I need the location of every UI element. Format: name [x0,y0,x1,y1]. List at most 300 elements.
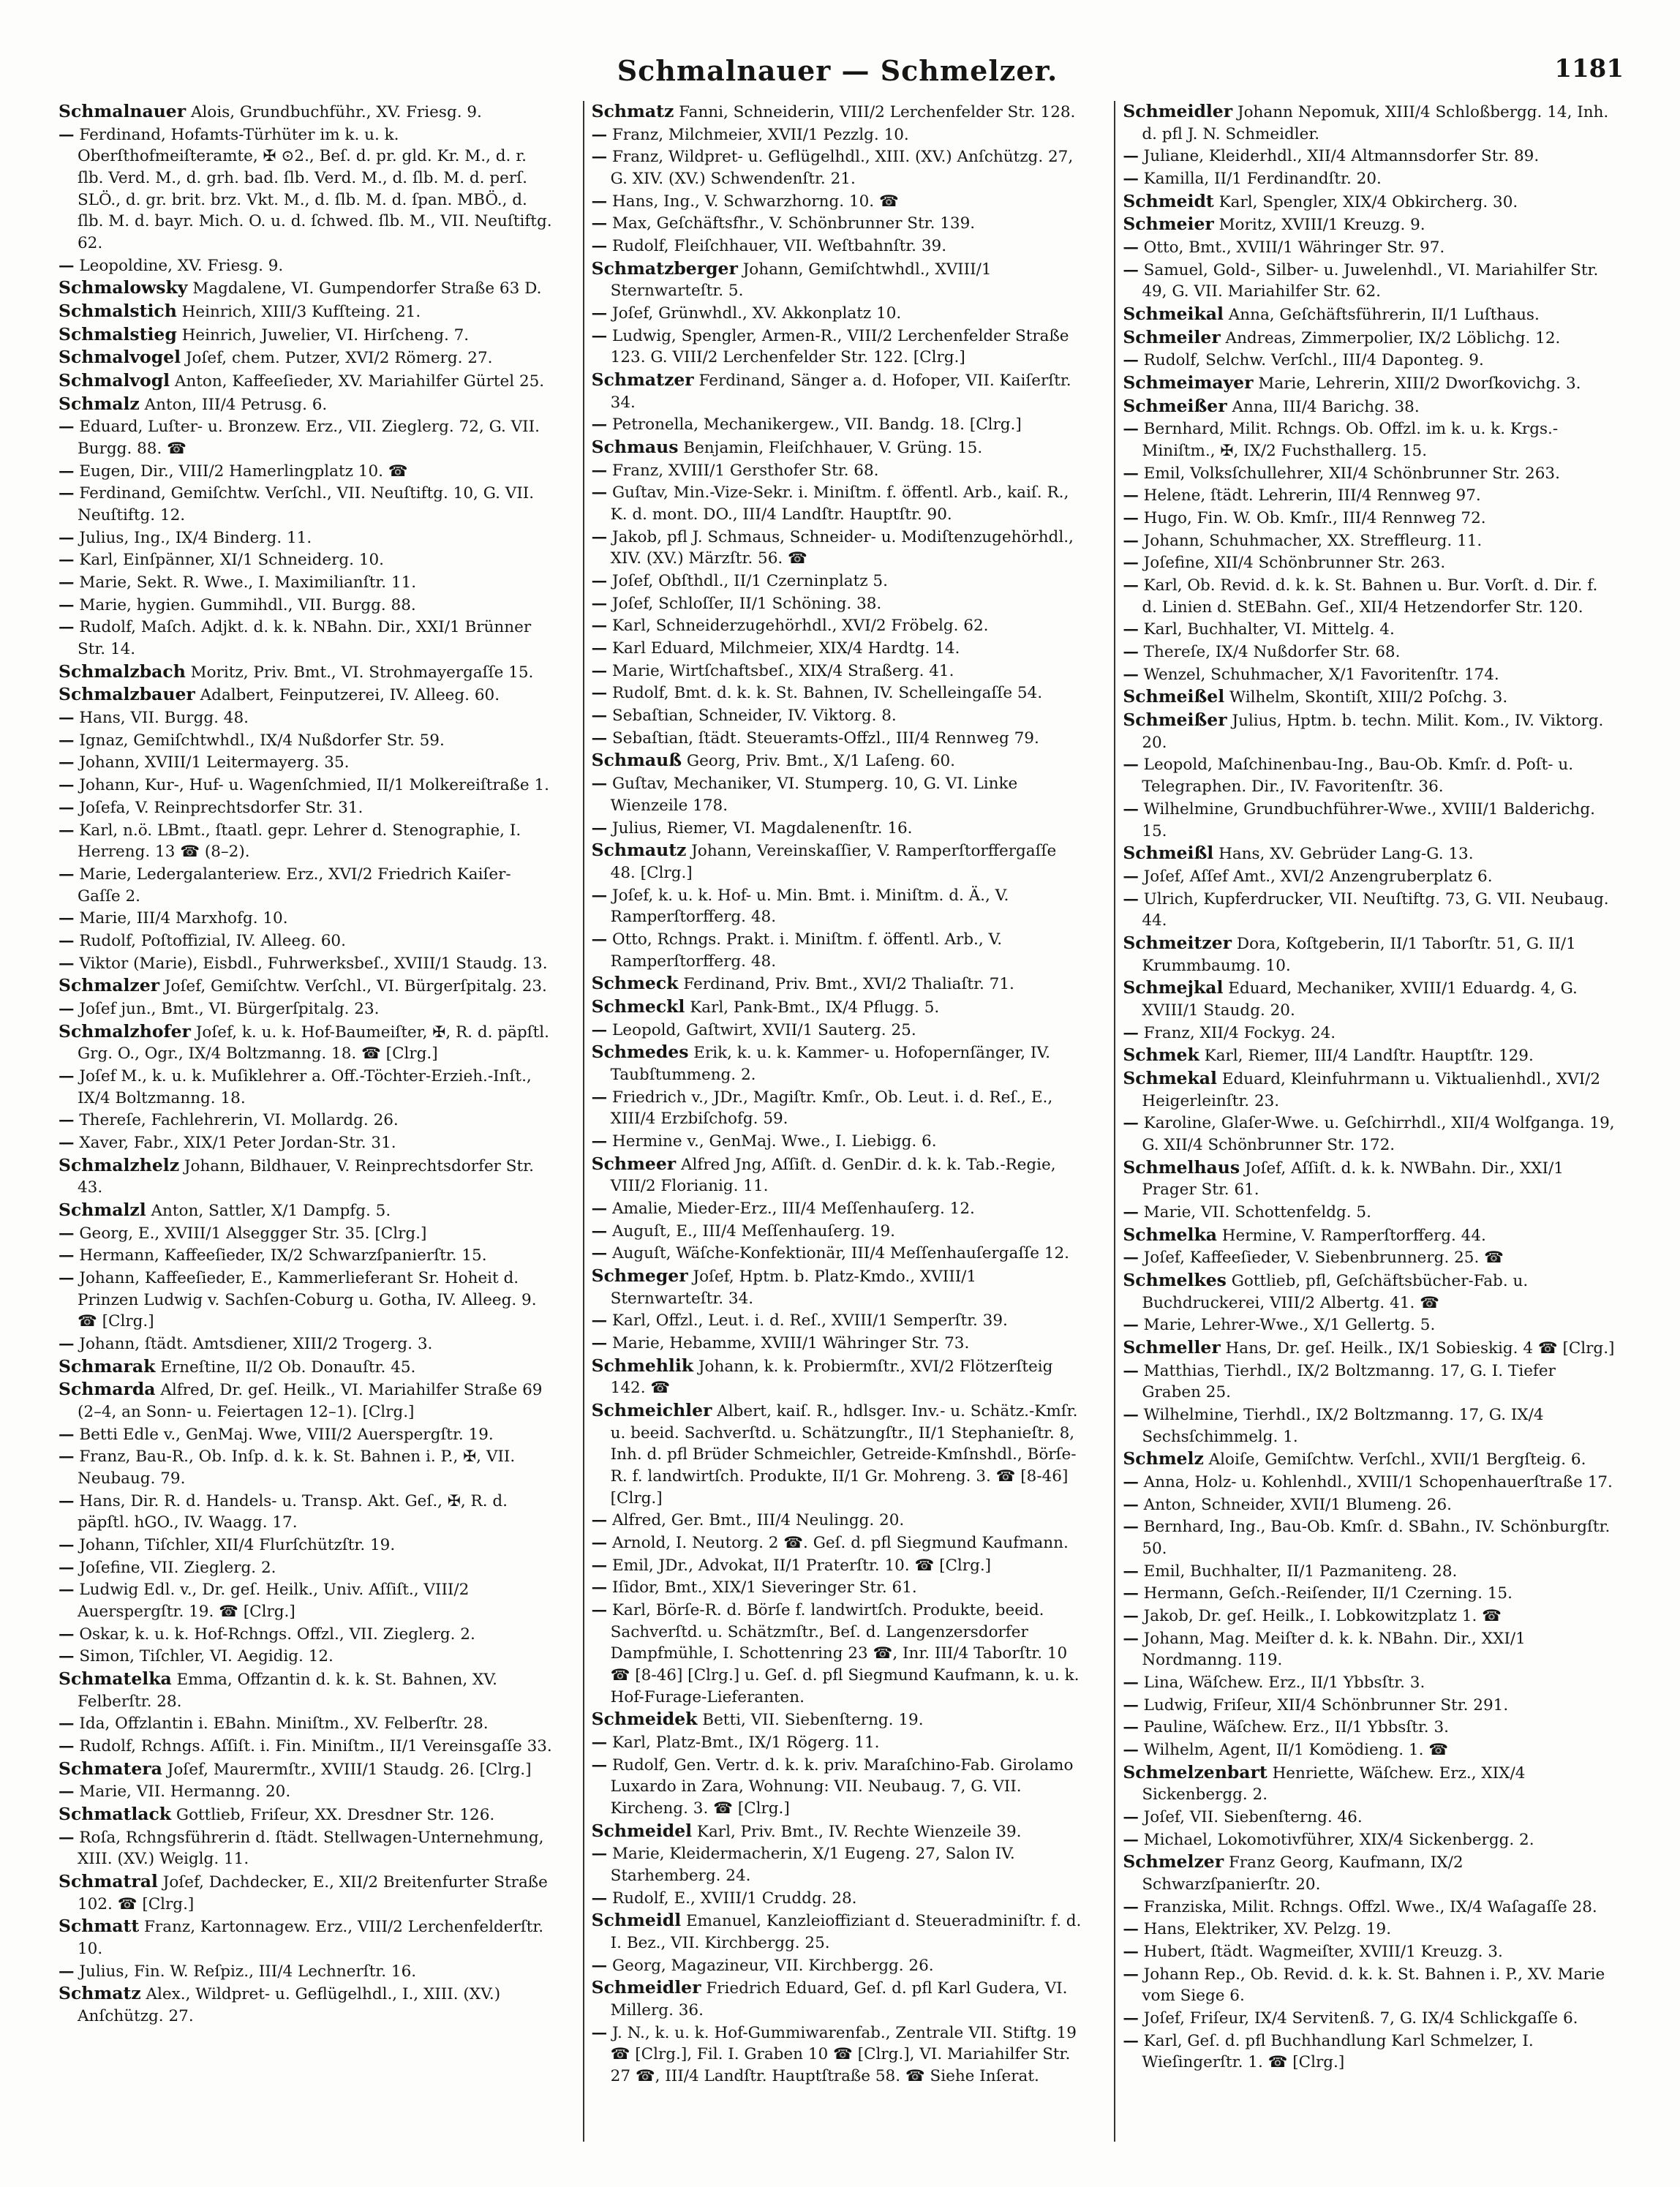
entry-dash: — [1123,576,1139,595]
directory-entry [59,1333,554,1355]
directory-entry [59,1804,554,1826]
directory-entry [592,1955,1085,1977]
directory-entry [59,394,554,416]
entry-dash: — [591,1755,608,1774]
entry-details: Joſef, Kaffeeſieder, V. Siebenbrunnerg. 25. ☎ [1143,1249,1504,1268]
entry-dash: — [591,930,608,949]
directory-entry [1123,799,1616,842]
entry-details: Karl, Ob. Revid. d. k. k. St. Bahnen u. Bur. Vorſt. d. Dir. f. d. Linien d. StEBahn. Geſ., XII/4 Hetzendorfer Str. 120. [1142,576,1598,617]
entry-details: Sebaſtian, Schneider, IV. Viktorg. 8. [612,707,897,726]
entry-details: Rudolf, Selchw. Verſchl., III/4 Daponteg. 9. [1143,351,1484,370]
entry-details: Eduard, Mechaniker, XVIII/1 Eduardg. 4, G. XVIII/1 Staudg. 20. [1142,979,1578,1020]
entry-surname: Schmeißl [1123,843,1214,864]
entry-dash: — [1123,1495,1139,1514]
entry-surname: Schmedes [591,1042,689,1063]
entry-details: Sebaſtian, ſtädt. Steueramts-Offzl., III/4 Rennweg 79. [612,729,1039,748]
entry-details: Johann, Vereinskaſſier, V. Ramperſtorffergaſſe 48. [Clrg.] [610,842,1057,882]
directory-entry [1123,1695,1616,1717]
entry-dash: — [59,1133,75,1152]
entry-details: Leopoldine, XV. Friesg. 9. [79,256,284,275]
directory-entry [592,1709,1085,1731]
directory-entry [592,460,1085,482]
entry-details: Rudolf, Bmt. d. k. k. St. Bahnen, IV. Schelleingaſſe 54. [612,684,1043,703]
directory-entry [1123,641,1616,663]
directory-entry [59,1624,554,1646]
entry-details: Karl Eduard, Milchmeier, XIX/4 Hardtg. 14. [612,639,960,658]
entry-surname: Schmeck [591,973,679,994]
entry-dash: — [59,618,75,637]
directory-entry [59,1356,554,1379]
directory-entry [592,1221,1085,1243]
entry-dash: — [59,1558,75,1577]
entry-surname: Schmeier [1123,214,1214,235]
directory-entry [592,1821,1085,1843]
directory-column-3 [1114,101,1624,2142]
entry-details: Ferdinand, Sänger a. d. Hofoper, VII. Kaiſerſtr. 34. [610,372,1071,412]
entry-details: Johann, k. k. Probiermſtr., XVI/2 Flötzerſteig 142. ☎ [610,1357,1053,1398]
directory-entry [59,930,554,952]
directory-entry [59,255,554,277]
directory-entry [59,1827,554,1870]
entry-details: Anna, Holz- u. Kohlenhdl., XVIII/1 Schopenhauerſtraße 17. [1143,1472,1613,1491]
entry-dash: — [59,551,75,570]
entry-details: Karl, Einſpänner, XI/1 Schneiderg. 10. [79,551,385,570]
entry-details: Franz, Kartonnagew. Erz., VIII/2 Lerchenfelderſtr. 10. [78,1918,544,1959]
directory-entry [59,730,554,752]
entry-dash: — [59,731,75,750]
entry-dash: — [59,1737,75,1756]
entry-details: Leopold, Gaſtwirt, XVII/1 Sauterg. 25. [612,1020,916,1039]
entry-details: Eduard, Luſter- u. Bronzew. Erz., VII. Zieglerg. 72, G. VII. Burgg. 88. ☎ [78,418,540,459]
directory-entry [1123,418,1616,462]
directory-entry [592,1198,1085,1220]
directory-entry [1123,754,1616,797]
directory-entry [592,2022,1085,2088]
directory-entry [59,483,554,526]
entry-details: Ludwig Edl. v., Dr. geſ. Heilk., Univ. Aſſiſt., VIII/2 Auerspergſtr. 19. ☎ [Clrg.] [78,1581,470,1622]
entry-details: Julius, Fin. W. Reſpiz., III/4 Lechnerſtr. 16. [79,1962,417,1981]
entry-dash: — [59,1066,75,1085]
directory-entry [59,1646,554,1668]
entry-surname: Schmeitzer [1123,932,1232,953]
directory-entry [592,728,1085,750]
entry-dash: — [59,1714,75,1734]
directory-entry [59,684,554,707]
directory-entry [592,213,1085,235]
directory-entry [592,1732,1085,1754]
directory-entry [592,1265,1085,1309]
entry-details: Roſa, Rchngsführerin d. ſtädt. Stellwagen-Unternehmung, XIII. (XV.) Weiglg. 11. [78,1828,544,1869]
entry-details: Henriette, Wäſchew. Erz., XIX/4 Sickenbergg. 2. [1142,1763,1526,1804]
entry-dash: — [591,1511,608,1530]
entry-details: Joſef, k. u. k. Hof- u. Min. Bmt. i. Miniſtm. d. Ä., V. Ramperſtorfferg. 48. [610,886,1009,927]
directory-entry [592,1400,1085,1509]
directory-column-2 [583,101,1093,2142]
entry-details: Emanuel, Kanzleioffiziant d. Steueradminiſtr. f. d. I. Bez., VII. Kirchbergg. 25. [610,1912,1082,1953]
entry-dash: — [59,798,75,817]
entry-dash: — [59,1268,75,1287]
directory-entry [1123,1516,1616,1559]
entry-surname: Schmaus [591,437,679,458]
directory-entry [592,973,1085,995]
directory-entry [1123,1314,1616,1336]
entry-details: Magdalene, VI. Gumpendorfer Straße 63 D. [192,279,542,298]
entry-details: Hermine v., GenMaj. Wwe., I. Liebigg. 6. [612,1132,937,1151]
directory-entry [59,1916,554,1960]
entry-dash: — [1123,1741,1139,1760]
directory-entry [1123,350,1616,372]
directory-entry [59,1110,554,1132]
directory-entry [592,885,1085,928]
entry-details: Betti Edle v., GenMaj. Wwe, VIII/2 Auerspergſtr. 19. [79,1425,494,1444]
entry-details: Michael, Lokomotivführer, XIX/4 Sickenbergg. 2. [1143,1830,1534,1849]
directory-entry [1123,485,1616,507]
directory-entry [592,1355,1085,1399]
entry-surname: Schmalzer [59,975,160,996]
entry-dash: — [1123,486,1139,505]
entry-dash: — [59,1962,75,1981]
directory-entry [1123,214,1616,236]
entry-details: Rudolf, E., XVIII/1 Cruddg. 28. [612,1889,857,1908]
entry-dash: — [591,415,608,434]
directory-entry [592,124,1085,146]
entry-details: Fanni, Schneiderin, VIII/2 Lerchenfelder Str. 128. [679,103,1076,121]
entry-dash: — [59,125,75,144]
directory-entry [59,572,554,594]
directory-entry [59,324,554,347]
entry-surname: Schmeiler [1123,326,1221,347]
entry-details: Rudolf, Poſtoffizial, IV. Alleeg. 60. [79,931,346,950]
entry-details: Marie, Sekt. R. Wwe., I. Maximilianſtr. 11. [79,573,417,592]
entry-details: Franz, XII/4 Fockyg. 24. [1143,1023,1336,1042]
entry-details: Hermann, Kaffeeſieder, IX/2 Schwarzſpanierſtr. 15. [79,1246,487,1265]
entry-dash: — [59,776,75,795]
entry-surname: Schmalnauer [59,101,187,121]
directory-entry [592,1243,1085,1265]
directory-entry [59,124,554,255]
entry-surname: Schmeller [1123,1336,1221,1358]
entry-surname: Schmeidler [591,1977,701,1998]
directory-entry [59,595,554,617]
directory-entry [1123,1044,1616,1067]
entry-surname: Schmelhaus [1123,1156,1240,1178]
directory-entry [1123,508,1616,530]
directory-entry [592,1755,1085,1820]
entry-details: Hans, XV. Gebrüder Lang-G. 13. [1218,845,1474,864]
entry-details: Joſef, Aſſiſt. d. k. k. NWBahn. Dir., XXI/1 Prager Str. 61. [1142,1159,1564,1200]
entry-surname: Schmek [1123,1044,1199,1066]
entry-details: Hans, Dr. geſ. Heilk., IX/1 Sobieskig. 4 ☎ [Clrg.] [1225,1339,1615,1358]
entry-details: Erneſtine, II/2 Ob. Donauſtr. 45. [160,1358,416,1377]
entry-surname: Schmalstich [59,301,177,322]
entry-details: Alois, Grundbuchführ., XV. Friesg. 9. [190,103,482,121]
entry-details: Georg, E., XVIII/1 Alseggger Str. 35. [Clrg.] [79,1224,427,1243]
entry-details: Julius, Ing., IX/4 Binderg. 11. [79,528,312,547]
entry-details: Joſef, k. u. k. Hof-Baumeiſter, ✠, R. d. päpſtl. Grg. O., Ogr., IX/4 Boltzmanng. 18. ☎ [Clrg.] [78,1023,549,1064]
entry-details: Moritz, XVIII/1 Kreuzg. 9. [1218,216,1425,235]
entry-details: Albert, kaiſ. R., hdlsger. Inv.- u. Schätz.-Kmſr. u. beeid. Sachverſtd. u. Schätzungſtr., II/1 Stephanieſtr. 8, Inh. d. pfl Brüder Schmeichler, Getreide-Kmſnshdl., Börſe-R. f. landwirtſch. Produkte, II/1 Gr. Mohreng. 3. ☎ [8-46] [Clrg.] [610,1401,1078,1507]
entry-dash: — [59,256,75,275]
entry-details: Joſefine, XII/4 Schönbrunner Str. 263. [1143,554,1446,573]
directory-entry [1123,1897,1616,1919]
directory-entry [1123,1224,1616,1247]
entry-details: Hans, Ing., V. Schwarzhorng. 10. ☎ [612,192,899,211]
directory-entry [59,1379,554,1423]
entry-surname: Schmeißer [1123,395,1227,416]
directory-entry [59,707,554,729]
entry-surname: Schmalvogl [59,370,170,391]
entry-dash: — [1123,756,1139,775]
directory-entry [592,1600,1085,1708]
directory-entry [1123,1561,1616,1583]
entry-details: Xaver, Fabr., XIX/1 Peter Jordan-Str. 31. [79,1133,396,1152]
entry-details: Johann, Mag. Meiſter d. k. k. NBahn. Dir., XXI/1 Nordmanng. 119. [1142,1629,1526,1670]
entry-details: Gottlieb, pfl, Geſchäftsbücher-Fab. u. Buchdruckerei, VIII/2 Albertg. 41. ☎ [1142,1271,1529,1312]
entry-dash: — [59,954,75,973]
directory-entry [1123,1941,1616,1963]
entry-dash: — [591,237,608,256]
entry-dash: — [591,818,608,837]
entry-details: Ferdinand, Gemiſchtw. Verſchl., VII. Neuſtiftg. 10, G. VII. Neuſtiftg. 12. [78,484,535,525]
entry-surname: Schmalzbach [59,660,186,682]
entry-details: Ulrich, Kupferdrucker, VII. Neuſtiftg. 73, G. VII. Neubaug. 44. [1142,889,1609,930]
directory-entry [1123,575,1616,618]
entry-details: Iſidor, Bmt., XIX/1 Sieveringer Str. 61. [612,1578,917,1597]
entry-details: Alfred Jng, Aſſiſt. d. GenDir. d. k. k. Tab.-Regie, VIII/2 Florianig. 11. [610,1155,1056,1196]
directory-entry [59,1021,554,1065]
entry-details: Heinrich, Juwelier, VI. Hirſcheng. 7. [181,325,470,345]
directory-entry [592,1843,1085,1886]
entry-details: Ferdinand, Hofamts-Türhüter im k. u. k. Oberſthofmeiſteramte, ✠ ⊙2., Beſ. d. pr. gld. Kr. M., d. r. ſlb. Verd. M., d. grh. bad. ſlb. Verd. M., d. ſlb. M. d. perſ. SLÖ., d. gr. brit. brz. Vkt. M., d. ſlb. M. d. ſpan. MBÖ., d. ſlb. M. d. bayr. Mich. O. u. d. ſchwed. ſlb. M., VII. Neuſtiftg. 62. [78,125,552,253]
entry-dash: — [1123,351,1139,370]
directory-entry [592,1333,1085,1355]
entry-details: Karl, Schneiderzugehörhdl., XVI/2 Fröbelg. 62. [612,617,989,636]
entry-dash: — [1123,1607,1139,1626]
entry-details: Benjamin, Fleiſchhauer, V. Grüng. 15. [683,439,983,458]
entry-details: Hans, VII. Burgg. 48. [79,709,249,728]
directory-entry [592,571,1085,592]
directory-entry [59,1132,554,1154]
directory-entry [1123,1628,1616,1671]
directory-entry [592,146,1085,189]
entry-details: Erik, k. u. k. Kammer- u. Hofopernſänger, IV. Taubſtummeng. 2. [610,1044,1051,1084]
entry-dash: — [591,707,608,726]
entry-dash: — [59,418,75,437]
entry-surname: Schmeidl [591,1910,682,1931]
directory-entry [1123,1851,1616,1895]
entry-dash: — [591,1244,608,1263]
directory-entry [59,617,554,660]
directory-entry [1123,1762,1616,1806]
entry-dash: — [591,729,608,748]
directory-entry [59,1961,554,1983]
entry-dash: — [591,775,608,794]
entry-dash: — [1123,1361,1139,1380]
directory-entry [1123,1672,1616,1694]
entry-surname: Schmalz [59,393,140,414]
directory-entry [592,1020,1085,1042]
entry-dash: — [59,1625,75,1644]
entry-details: Karl, Börſe-R. d. Börſe f. landwirtſch. Produkte, beeid. Sachverſtd. u. Schätzmſtr., Beſ. d. Langenzersdorfer Dampfmühle, I. Schottenring 23 ☎, Inr. III/4 Taborſtr. 10 ☎ [8-46] [Clrg.] u. Geſ. d. pfl Siegmund Kaufmann, k. u. k. Hof-Furage-Lieferanten. [610,1601,1080,1706]
entry-details: Auguſt, Wäſche-Konfektionär, III/4 Meſſenhauſergaſſe 12. [612,1244,1070,1263]
entry-dash: — [59,528,75,547]
directory-entry [1123,619,1616,641]
entry-details: Friedrich v., JDr., Magiſtr. Kmſr., Ob. Leut. i. d. Reſ., E., XIII/4 Erzbiſchofg. 59. [610,1088,1053,1129]
entry-dash: — [59,1783,75,1802]
entry-dash: — [591,1222,608,1241]
entry-details: Franziska, Milit. Rchngs. Offzl. Wwe., IX/4 Waſagaſſe 28. [1143,1897,1597,1916]
entry-details: Petronella, Mechanikergew., VII. Bandg. 18. [Clrg.] [612,415,1022,434]
directory-entry [592,750,1085,772]
directory-entry [59,101,554,124]
entry-dash: — [59,1828,75,1847]
directory-entry [59,1155,554,1199]
entry-details: Marie, VII. Schottenfeldg. 5. [1143,1202,1371,1222]
directory-entry [59,975,554,998]
entry-details: Ignaz, Gemiſchtwhdl., IX/4 Nußdorfer Str. 59. [79,731,445,750]
entry-surname: Schmelka [1123,1224,1217,1245]
directory-entry [592,1888,1085,1910]
entry-surname: Schmatz [591,101,674,121]
entry-surname: Schmalowsky [59,277,188,298]
directory-entry [592,1131,1085,1153]
entry-details: Viktor (Marie), Eisbdl., Fuhrwerksbeſ., XVIII/1 Staudg. 13. [79,954,548,973]
directory-entry [59,752,554,774]
entry-details: Aloiſe, Gemiſchtw. Verſchl., XVII/1 Bergſteig. 6. [1208,1450,1586,1469]
directory-entry [592,1310,1085,1332]
entry-details: J. N., k. u. k. Hof-Gummiwarenfab., Zentrale VII. Stiftg. 19 ☎ [Clrg.], Fil. I. Graben 10 ☎ [Clrg.], VI. Mariahilfer Str. 27 ☎, III/4 Landſtr. Hauptſtraße 58. ☎ Siehe Inſerat. [610,2023,1077,2086]
entry-dash: — [591,639,608,658]
directory-entry [592,840,1085,884]
entry-details: Auguſt, E., III/4 Meſſenhauſerg. 19. [612,1222,895,1241]
entry-dash: — [591,1534,608,1552]
entry-details: Wilhelmine, Tierhdl., IX/2 Boltzmanng. 17, G. IX/4 Sechsſchimmelg. 1. [1142,1405,1544,1446]
entry-dash: — [59,999,75,1018]
entry-details: Anton, Schneider, XVII/1 Blumeng. 26. [1143,1495,1452,1514]
entry-details: Julius, Riemer, VI. Magdalenenſtr. 16. [612,818,913,837]
entry-details: Johann, Kaffeeſieder, E., Kammerlieferant Sr. Hoheit d. Prinzen Ludwig v. Sachſen-Coburg u. Gotha, IV. Alleeg. 9. ☎ [Clrg.] [78,1268,537,1331]
directory-entry [592,1510,1085,1532]
entry-details: Anton, III/4 Petrusg. 6. [144,395,328,414]
directory-entry [1123,1829,1616,1851]
entry-details: Karl, Buchhalter, VI. Mittelg. 4. [1143,620,1395,639]
entry-dash: — [1123,1674,1139,1693]
entry-details: Andreas, Zimmerpolier, IX/2 Löblichg. 12. [1225,328,1561,347]
entry-dash: — [59,1246,75,1265]
entry-details: Ludwig, Friſeur, XII/4 Schönbrunner Str. 291. [1143,1695,1509,1714]
entry-dash: — [59,865,75,884]
entry-dash: — [591,886,608,905]
directory-entry [59,527,554,549]
directory-entry [1123,1448,1616,1471]
entry-dash: — [59,1536,75,1554]
entry-dash: — [591,1333,608,1352]
entry-surname: Schmeger [591,1265,688,1286]
entry-dash: — [1123,889,1139,908]
entry-details: Joſef, chem. Putzer, XVI/2 Römerg. 27. [185,349,493,368]
entry-dash: — [1123,1114,1139,1133]
entry-surname: Schmalzbauer [59,684,195,705]
entry-dash: — [591,684,608,703]
entry-details: Joſef, Maurermſtr., XVIII/1 Staudg. 26. [Clrg.] [167,1760,532,1779]
entry-surname: Schmeikal [1123,304,1224,325]
directory-entry [1123,843,1616,865]
entry-details: Joſef, Gemiſchtw. Verſchl., VI. Bürgerſpitalg. 23. [164,977,547,996]
entry-details: Juliane, Kleiderhdl., XII/4 Altmannsdorfer Str. 89. [1143,147,1540,166]
entry-surname: Schmeidek [591,1709,698,1730]
entry-details: Karl, n.ö. LBmt., ſtaatl. gepr. Lehrer d. Stenographie, I. Herreng. 13 ☎ (8–2). [78,821,521,862]
directory-entry [1123,260,1616,303]
entry-details: Jakob, pfl J. Schmaus, Schneider- u. Modiſtenzugehörhdl., XIV. (XV.) Märzſtr. 56. ☎ [610,527,1074,568]
entry-dash: — [1123,1023,1139,1042]
directory-entry [1123,1337,1616,1360]
directory-entry [1123,372,1616,395]
entry-dash: — [59,1334,75,1353]
entry-details: Thereſe, Fachlehrerin, VI. Mollardg. 26. [79,1111,399,1130]
entry-dash: — [59,1224,75,1243]
entry-details: Arnold, I. Neutorg. 2 ☎. Geſ. d. pfl Siegmund Kaufmann. [612,1534,1069,1552]
entry-dash: — [591,527,608,546]
directory-entry [592,929,1085,972]
directory-entry [592,593,1085,615]
entry-details: Rudolf, Maſch. Adjkt. d. k. k. NBahn. Dir., XXI/1 Brünner Str. 14. [78,618,532,659]
entry-details: Emil, JDr., Advokat, II/1 Praterſtr. 10. ☎ [Clrg.] [612,1556,992,1575]
entry-details: Jakob, Dr. geſ. Heilk., I. Lobkowitzplatz 1. ☎ [1143,1607,1502,1626]
directory-entry [59,908,554,930]
directory-entry [1123,1964,1616,2007]
directory-entry [592,996,1085,1019]
entry-dash: — [1123,1897,1139,1916]
directory-entry [592,325,1085,369]
entry-dash: — [59,484,75,503]
directory-entry [1123,1113,1616,1156]
entry-dash: — [591,1956,608,1975]
entry-dash: — [1123,1830,1139,1849]
entry-details: Marie, Wirtſchaftsbeſ., XIX/4 Straßerg. 41. [612,661,954,680]
directory-entry [59,1200,554,1222]
entry-surname: Schmeer [591,1153,677,1174]
directory-entry [59,1424,554,1446]
entry-details: Marie, VII. Hermanng. 20. [79,1783,291,1802]
entry-dash: — [59,821,75,840]
entry-details: Wilhelm, Agent, II/1 Komödieng. 1. ☎ [1143,1741,1449,1760]
entry-details: Simon, Tiſchler, VI. Aegidig. 12. [79,1647,334,1666]
entry-details: Johann, Tiſchler, XII/4 Flurſchützſtr. 19. [79,1536,396,1554]
entry-dash: — [591,617,608,636]
entry-details: Matthias, Tierhdl., IX/2 Boltzmanng. 17, G. I. Tiefer Graben 25. [1142,1361,1556,1402]
entry-surname: Schmeißer [1123,709,1227,731]
directory-entry [1123,1472,1616,1494]
directory-entry [1123,168,1616,190]
directory-entry [1123,1023,1616,1044]
entry-details: Johann, Gemiſchtwhdl., XVIII/1 Sternwarteſtr. 5. [610,260,992,301]
page-number: 1181 [1554,54,1624,83]
entry-dash: — [591,148,608,167]
directory-entry [592,660,1085,682]
entry-dash: — [59,1425,75,1444]
entry-dash: — [1123,464,1139,483]
entry-details: Hermann, Geſch.-Reiſender, II/1 Czerning. 15. [1143,1584,1513,1603]
entry-surname: Schmatt [59,1916,140,1937]
entry-surname: Schmatzer [591,369,694,391]
entry-details: Rudolf, Gen. Vertr. d. k. k. priv. Maraſchino-Fab. Girolamo Luxardo in Zara, Wohnung: VII. Neubaug. 7, G. VII. Kircheng. 3. ☎ [Clrg.] [610,1755,1074,1818]
entry-details: Marie, III/4 Marxhofg. 10. [79,909,288,928]
entry-details: Johann, Schuhmacher, XX. Streffleurg. 11. [1143,531,1483,550]
entry-surname: Schmalvogel [59,347,181,368]
directory-entry [1123,1157,1616,1201]
entry-details: Bernhard, Ing., Bau-Ob. Kmſr. d. SBahn., IV. Schönburgſtr. 50. [1142,1518,1611,1558]
entry-surname: Schmeidt [1123,190,1214,211]
